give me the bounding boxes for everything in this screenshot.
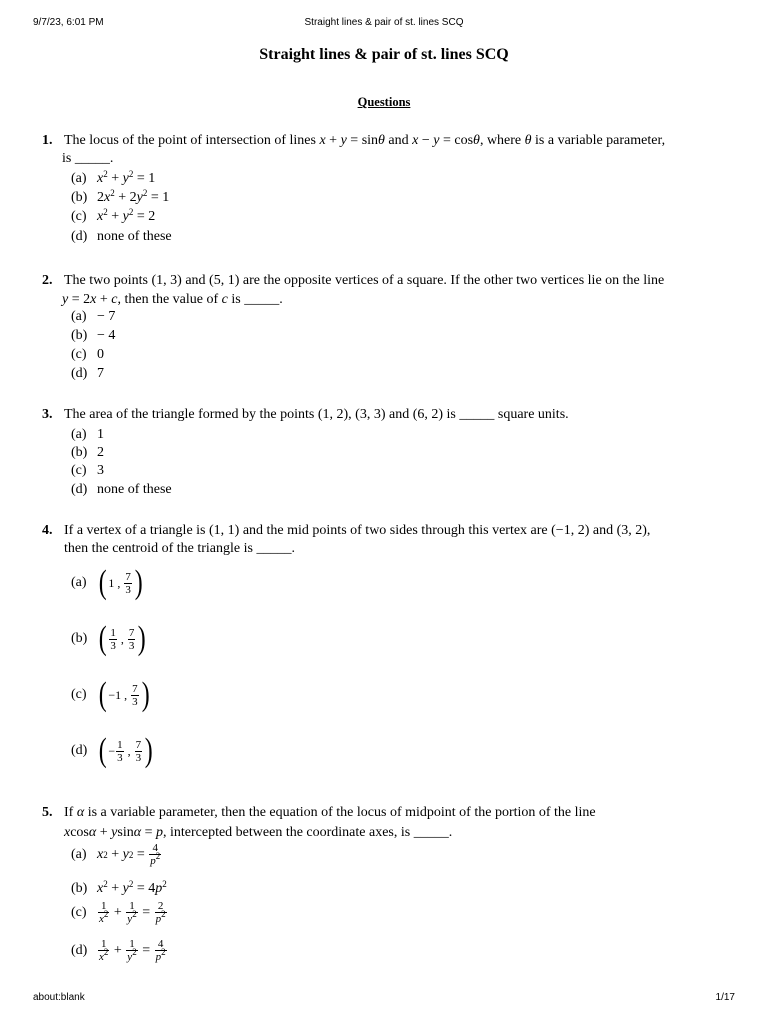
section-heading: Questions [357, 95, 411, 109]
option-b: (b) 2 [71, 445, 104, 460]
option-b: (b) $x^2 + y^2 = 4p^2$ [71, 879, 167, 896]
question-text: The area of the triangle formed by the points (1, 2), (3, 3) and (6, 2) is _____ square units. [64, 407, 569, 422]
question-text-line2: is _____. [62, 151, 114, 166]
option-b: (b) ( $\frac{1}{3}$ , $\frac{7}{3}$ ) [71, 620, 146, 657]
question-text: The locus of the point of intersection of lines x + y = sinθ and x − y = cosθ, where θ is a variable parameter, [64, 133, 666, 148]
question-text: The two points (1, 3) and (5, 1) are the opposite vertices of a square. If the other two vertices lie on the line [64, 273, 665, 288]
question-text-line2: then the centroid of the triangle is _____. [64, 541, 295, 556]
option-b: (b) $2x^2 + 2y^2 = 1$ [71, 188, 170, 205]
option-d: (d) none of these [71, 229, 172, 244]
question-number: 5. [42, 805, 53, 820]
question-number: 4. [42, 523, 53, 538]
option-c: (c) 0 [71, 347, 104, 362]
question-text-line2: xcosα + ysinα = p, intercepted between the coordinate axes, is _____. [64, 825, 453, 840]
question-number: 2. [42, 273, 53, 288]
print-datetime: 9/7/23, 6:01 PM [33, 17, 104, 28]
page-title: Straight lines & pair of st. lines SCQ [259, 46, 509, 63]
option-d: (d) ( − $\frac{1}{3}$ , $\frac{7}{3}$ ) [71, 732, 153, 769]
page-number: 1/17 [715, 992, 735, 1003]
option-a: (a) 1 [71, 427, 104, 442]
question-text: If α is a variable parameter, then the equation of the locus of midpoint of the portion of the line [64, 805, 596, 820]
option-c: (c) 3 [71, 463, 104, 478]
option-c: (c) $x^2 + y^2 = 2$ [71, 207, 156, 224]
option-d: (d) $\frac{1}{x^2}$ + $\frac{1}{y^2}$ = $\frac{4}{p^2}$ [71, 938, 166, 963]
option-c: (c) $\frac{1}{x^2}$ + $\frac{1}{y^2}$ = $\frac{2}{p^2}$ [71, 900, 166, 925]
question-number: 3. [42, 407, 53, 422]
option-c: (c) ( −1 , $\frac{7}{3}$ ) [71, 676, 150, 713]
option-b: (b) − 4 [71, 328, 116, 343]
option-d: (d) none of these [71, 482, 172, 497]
question-text: If a vertex of a triangle is (1, 1) and the mid points of two sides through this vertex are (−1, 2) and (3, 2), [64, 523, 651, 538]
option-a: (a) $x^2 + y^2 = 1$ [71, 169, 156, 186]
option-d: (d) 7 [71, 366, 104, 381]
print-url: about:blank [33, 992, 85, 1003]
question-number: 1. [42, 133, 53, 148]
option-a: (a) − 7 [71, 309, 116, 324]
print-header-title: Straight lines & pair of st. lines SCQ [304, 17, 464, 28]
option-a: (a) x 2 + y 2 = $\frac{4}{p^2}$ [71, 842, 161, 867]
question-text-line2: y = 2x + c, then the value of c is _____. [62, 292, 283, 307]
option-a: (a) ( 1 , $\frac{7}{3}$ ) [71, 564, 143, 601]
